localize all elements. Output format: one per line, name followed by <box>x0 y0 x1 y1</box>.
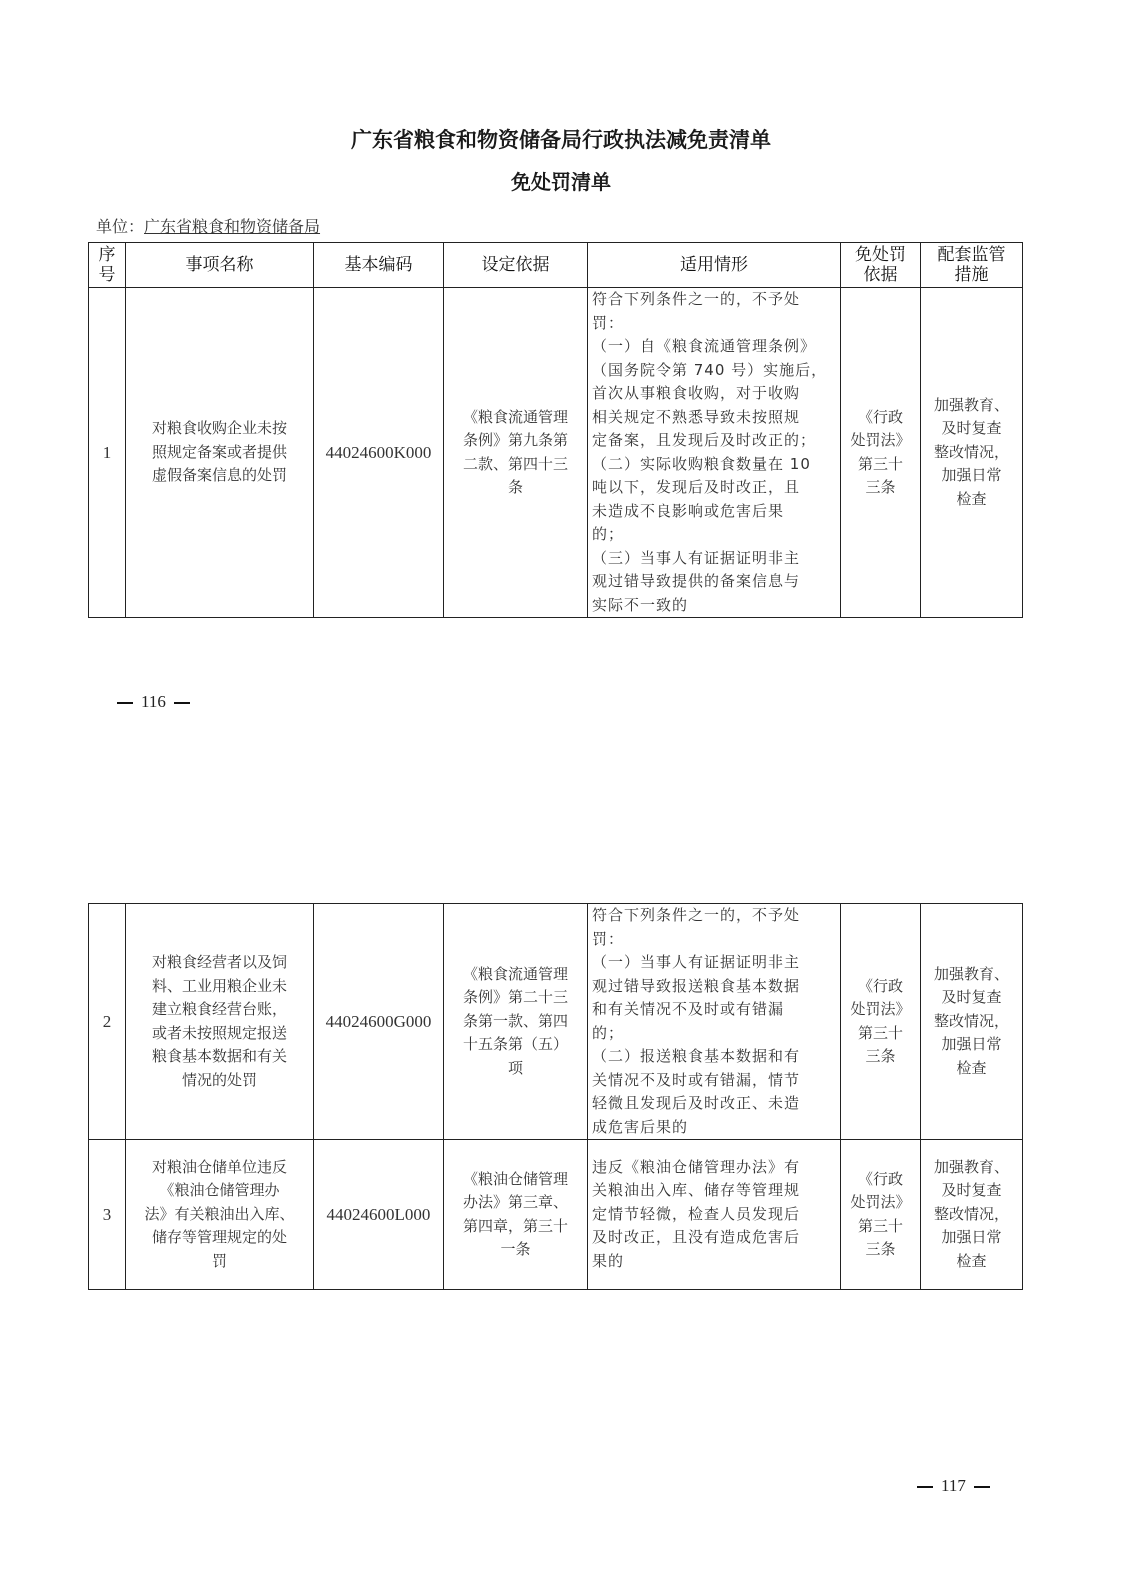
cell-basis: 《粮食流通管理 条例》第二十三 条第一款、第四 十五条第（五） 项 <box>444 904 588 1140</box>
header-item-name: 事项名称 <box>126 243 314 288</box>
exemption-table-page-1 <box>88 242 1023 618</box>
table-row <box>89 904 1023 1140</box>
unit-label: 单位： <box>96 217 145 236</box>
document-subtitle: 免处罚清单 <box>511 170 611 194</box>
cell-basis: 《粮食流通管理 条例》第九条第 二款、第四十三 条 <box>444 288 588 618</box>
document-title: 广东省粮食和物资储备局行政执法减免责清单 <box>351 127 771 152</box>
cell-code: 44024600G000 <box>314 904 444 1140</box>
cell-conditions: 符合下列条件之一的，不予处 罚： （一）自《粮食流通管理条例》 （国务院令第 740 号）实施后， 首次从事粮食收购，对于收购 相关规定不熟悉导致未按照规 定备案，且发现后及时改正的； （二）实际收购粮食数量在 10 吨以下，发现后及时改正，且 未造成不良影响或危害后果 的； （三）当事人有证据证明非主 观过错导致提供的备案信息与 实际不一致的 <box>588 288 841 618</box>
cell-basis: 《粮油仓储管理 办法》第三章、 第四章，第三十 一条 <box>444 1140 588 1290</box>
cell-conditions: 违反《粮油仓储管理办法》有 关粮油出入库、储存等管理规 定情节轻微，检查人员发现后 及时改正，且没有造成危害后 果的 <box>588 1140 841 1290</box>
cell-seq: 3 <box>89 1140 126 1290</box>
cell-seq: 1 <box>89 288 126 618</box>
cell-item-name: 对粮食经营者以及饲 料、工业用粮企业未 建立粮食经营台账， 或者未按照规定报送 粮食基本数据和有关 情况的处罚 <box>126 904 314 1140</box>
header-conditions: 适用情形 <box>588 243 841 288</box>
table-header-row <box>89 243 1023 288</box>
cell-item-name: 对粮油仓储单位违反 《粮油仓储管理办 法》有关粮油出入库、 储存等管理规定的处 罚 <box>126 1140 314 1290</box>
cell-exemption-basis: 《行政 处罚法》 第三十 三条 <box>841 288 921 618</box>
cell-measures: 加强教育、 及时复查 整改情况， 加强日常 检查 <box>921 904 1023 1140</box>
table-row <box>89 1140 1023 1290</box>
cell-seq: 2 <box>89 904 126 1140</box>
cell-measures: 加强教育、 及时复查 整改情况， 加强日常 检查 <box>921 1140 1023 1290</box>
cell-measures: 加强教育、 及时复查 整改情况， 加强日常 检查 <box>921 288 1023 618</box>
header-measures: 配套监管 措施 <box>921 243 1023 288</box>
cell-conditions: 符合下列条件之一的，不予处 罚： （一）当事人有证据证明非主 观过错导致报送粮食基本数据 和有关情况不及时或有错漏 的； （二）报送粮食基本数据和有 关情况不及时或有错漏，情节 轻微且发现后及时改正、未造 成危害后果的 <box>588 904 841 1140</box>
unit-value: 广东省粮食和物资储备局 <box>144 217 321 236</box>
header-code: 基本编码 <box>314 243 444 288</box>
cell-exemption-basis: 《行政 处罚法》 第三十 三条 <box>841 904 921 1140</box>
exemption-table-page-2 <box>88 903 1023 1290</box>
cell-item-name: 对粮食收购企业未按 照规定备案或者提供 虚假备案信息的处罚 <box>126 288 314 618</box>
header-exemption-basis: 免处罚 依据 <box>841 243 921 288</box>
cell-code: 44024600K000 <box>314 288 444 618</box>
page-number-117: 117 <box>917 1476 998 1496</box>
unit-line <box>96 214 320 237</box>
page-number-116: 116 <box>117 692 198 712</box>
cell-code: 44024600L000 <box>314 1140 444 1290</box>
header-seq: 序 号 <box>89 243 126 288</box>
table-row <box>89 288 1023 618</box>
cell-exemption-basis: 《行政 处罚法》 第三十 三条 <box>841 1140 921 1290</box>
header-basis: 设定依据 <box>444 243 588 288</box>
